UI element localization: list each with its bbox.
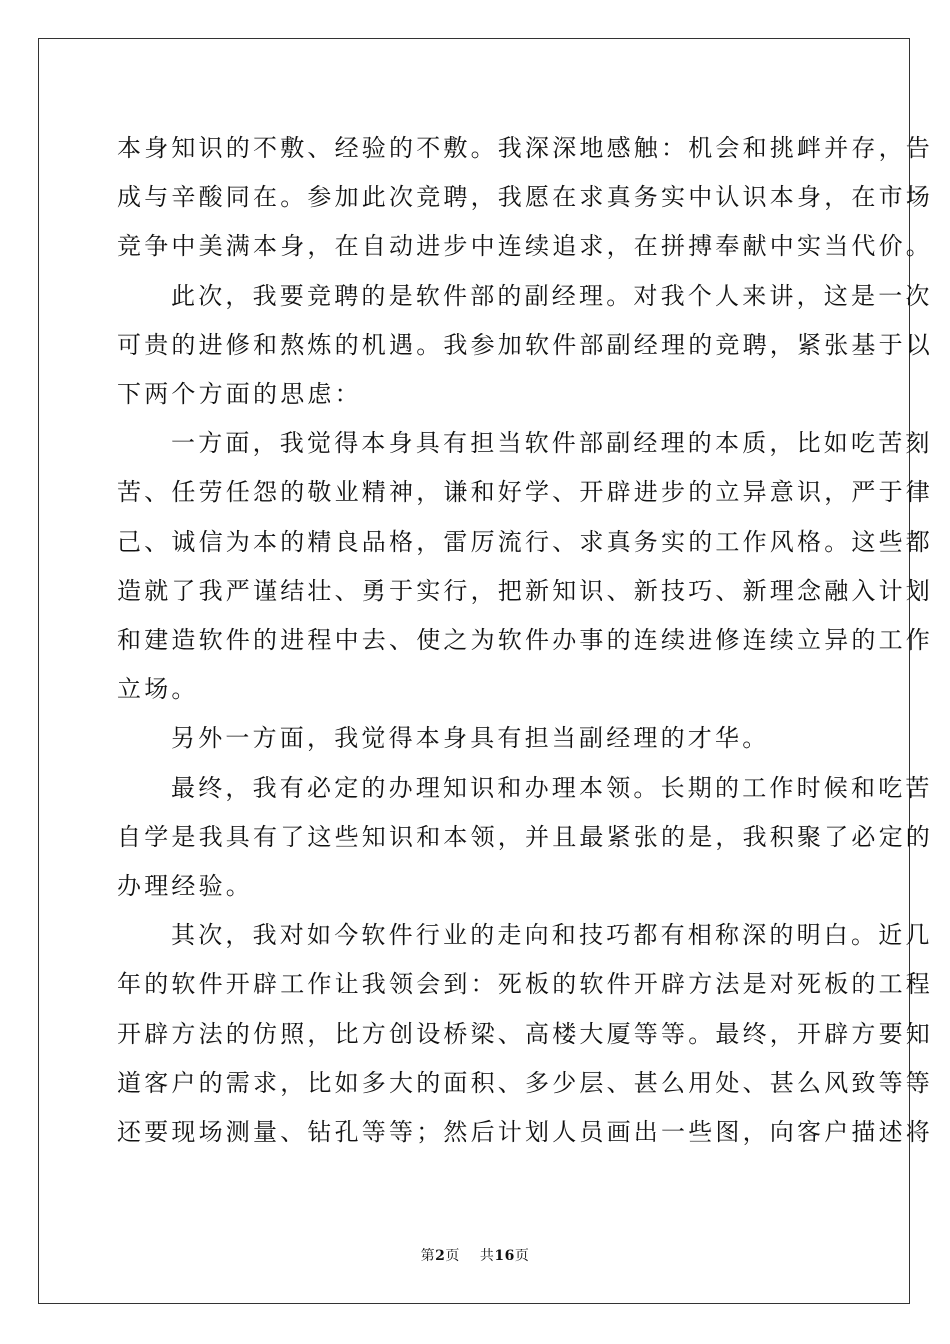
text-line: 苦、任劳任怨的敬业精神，谦和好学、开辟进步的立异意识，严于律 bbox=[117, 478, 933, 507]
text-line: 年的软件开辟工作让我领会到：死板的软件开辟方法是对死板的工程 bbox=[117, 970, 933, 999]
text-line: 另外一方面，我觉得本身具有担当副经理的才华。 bbox=[171, 724, 770, 753]
text-line: 办理经验。 bbox=[117, 872, 253, 901]
document-body bbox=[117, 124, 933, 1157]
text-line: 开辟方法的仿照，比方创设桥梁、高楼大厦等等。最终，开辟方要知 bbox=[117, 1019, 933, 1048]
text-line: 一方面，我觉得本身具有担当软件部副经理的本质，比如吃苦刻 bbox=[171, 429, 933, 458]
text-line: 其次，我对如今软件行业的走向和技巧都有相称深的明白。近几 bbox=[171, 921, 933, 950]
page-footer bbox=[0, 1245, 950, 1265]
text-line: 造就了我严谨结壮、勇于实行，把新知识、新技巧、新理念融入计划 bbox=[117, 576, 933, 605]
text-line: 下两个方面的思虑： bbox=[117, 380, 362, 409]
text-line: 道客户的需求，比如多大的面积、多少层、甚么用处、甚么风致等等 bbox=[117, 1068, 933, 1097]
total-suffix: 页 bbox=[514, 1248, 530, 1264]
text-line: 自学是我具有了这些知识和本领，并且最紧张的是，我积聚了必定的 bbox=[117, 822, 933, 851]
text-line: 和建造软件的进程中去、使之为软件办事的连续进修连续立异的工作 bbox=[117, 626, 933, 655]
text-line: 成与辛酸同在。参加此次竞聘，我愿在求真务实中认识本身，在市场 bbox=[117, 183, 933, 212]
text-line: 本身知识的不敷、经验的不敷。我深深地感触：机会和挑衅并存，告 bbox=[117, 134, 933, 162]
total-prefix: 共 bbox=[479, 1248, 495, 1264]
text-line: 己、诚信为本的精良品格，雷厉流行、求真务实的工作风格。这些都 bbox=[117, 527, 933, 556]
page-number: 2 bbox=[435, 1248, 446, 1264]
text-line: 最终，我有必定的办理知识和办理本领。长期的工作时候和吃苦 bbox=[171, 773, 933, 802]
text-line: 可贵的进修和熬炼的机遇。我参加软件部副经理的竞聘，紧张基于以 bbox=[117, 330, 933, 359]
text-line: 此次，我要竞聘的是软件部的副经理。对我个人来讲，这是一次 bbox=[171, 281, 933, 310]
text-line: 竞争中美满本身，在自动进步中连续追求，在拼搏奉献中实当代价。 bbox=[117, 232, 933, 261]
text-line: 立场。 bbox=[117, 675, 199, 704]
page-prefix: 第 bbox=[420, 1248, 436, 1264]
page-suffix: 页 bbox=[445, 1248, 460, 1264]
total-pages: 16 bbox=[494, 1248, 515, 1264]
body-text bbox=[117, 124, 933, 1157]
text-line: 还要现场测量、钻孔等等；然后计划人员画出一些图，向客户描述将 bbox=[117, 1118, 933, 1147]
